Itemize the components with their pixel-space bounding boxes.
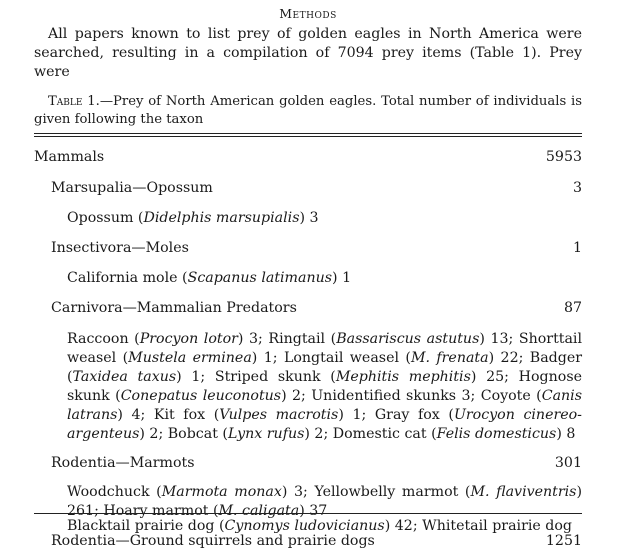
species-scientific-name: M. frenata [410, 350, 489, 366]
species-text: ) 261; Hoary marmot ( [67, 484, 582, 519]
species-text: California mole ( [67, 270, 188, 286]
species-scientific-name: Canis latrans [67, 388, 582, 423]
species-text: ) 1; Gray fox ( [338, 407, 454, 423]
species-text: ) 13; Shorttail weasel ( [67, 331, 583, 366]
page-bottom-rule [34, 513, 582, 514]
species-text: ) 22; Badger ( [67, 350, 583, 385]
species-text: ) 1; Longtail weasel ( [251, 350, 411, 366]
species-text: ) 2; Domestic cat ( [304, 426, 437, 442]
species-text: Woodchuck ( [67, 484, 162, 500]
species-scientific-name: Didelphis marsupialis [143, 210, 300, 226]
taxon-count: 3 [572, 180, 582, 196]
species-scientific-name: Scapanus latimanus [187, 270, 333, 286]
taxon-count: 87 [563, 300, 582, 316]
table-caption-text: —Prey of North American golden eagles. Total number of individuals is given following the taxon [34, 94, 582, 127]
species-scientific-name: Felis domesticus [436, 426, 557, 442]
species-text: ) 42; Whitetail prairie dog [384, 518, 572, 534]
intro-paragraph: All papers known to list prey of golden eagles in North America were searched, resulting in a compilation of 7094 prey items (Table 1). Prey were [34, 26, 582, 80]
species-list-carnivora [34, 330, 582, 444]
table-top-rule [34, 133, 582, 137]
species-text: ) 37 [299, 503, 328, 519]
species-text: Opossum ( [67, 210, 144, 226]
species-text: ) 1; Striped skunk ( [176, 369, 336, 385]
table-row-carnivora [34, 299, 582, 318]
species-scientific-name: Vulpes macrotis [219, 407, 339, 423]
table-label: Table 1. [48, 94, 100, 109]
species-list-prairie-dogs [34, 517, 582, 536]
species-list-moles [34, 269, 582, 288]
species-scientific-name: Mustela erminea [128, 350, 252, 366]
taxon-label: Carnivora—Mammalian Predators [51, 300, 297, 316]
species-list-marmots [34, 483, 582, 521]
taxon-label: Mammals [34, 149, 105, 165]
species-scientific-name: Procyon lotor [139, 331, 238, 347]
species-text: ) 25; Hognose skunk ( [67, 369, 582, 404]
species-text: Blacktail prairie dog ( [67, 518, 225, 534]
species-scientific-name: Lynx rufus [227, 426, 305, 442]
species-scientific-name: M. flaviventris [470, 484, 577, 500]
table-row-mammals [34, 148, 582, 167]
species-text: ) 2; Unidentified skunks 3; Coyote ( [281, 388, 542, 404]
species-text: ) 3; Ringtail ( [237, 331, 337, 347]
species-text: ) 1 [332, 270, 352, 286]
species-text: ) 8 [556, 426, 576, 442]
species-scientific-name: Taxidea taxus [72, 369, 177, 385]
species-list-opossum [34, 209, 582, 228]
table-row-rodentia-marmots [34, 454, 582, 473]
taxon-count: 1251 [545, 533, 582, 549]
species-scientific-name: Urocyon cinereo-argenteus [67, 407, 582, 442]
taxon-count: 5953 [545, 149, 582, 165]
species-scientific-name: Bassariscus astutus [336, 331, 480, 347]
species-text: Raccoon ( [67, 331, 140, 347]
species-text: ) 3 [299, 210, 319, 226]
species-scientific-name: Conepatus leuconotus [120, 388, 282, 404]
taxon-count: 301 [554, 455, 582, 471]
taxon-label: Insectivora—Moles [51, 240, 189, 256]
species-text: ) 4; Kit fox ( [117, 407, 220, 423]
species-scientific-name: Cynomys ludovicianus [224, 518, 385, 534]
document-page [34, 6, 582, 551]
species-text: ) 3; Yellowbelly marmot ( [281, 484, 471, 500]
species-scientific-name: M. caligata [218, 503, 300, 519]
species-scientific-name: Marmota monax [161, 484, 282, 500]
species-scientific-name: Mephitis mephitis [335, 369, 471, 385]
taxon-count: 1 [572, 240, 582, 256]
taxon-label: Rodentia—Marmots [51, 455, 195, 471]
section-heading: Methods [279, 6, 337, 21]
table-row-marsupalia [34, 179, 582, 198]
species-text: ) 2; Bobcat ( [139, 426, 228, 442]
taxon-label: Marsupalia—Opossum [51, 180, 213, 196]
table-row-insectivora [34, 239, 582, 258]
taxon-label: Rodentia—Ground squirrels and prairie dogs [51, 533, 375, 549]
table-caption [34, 93, 582, 129]
